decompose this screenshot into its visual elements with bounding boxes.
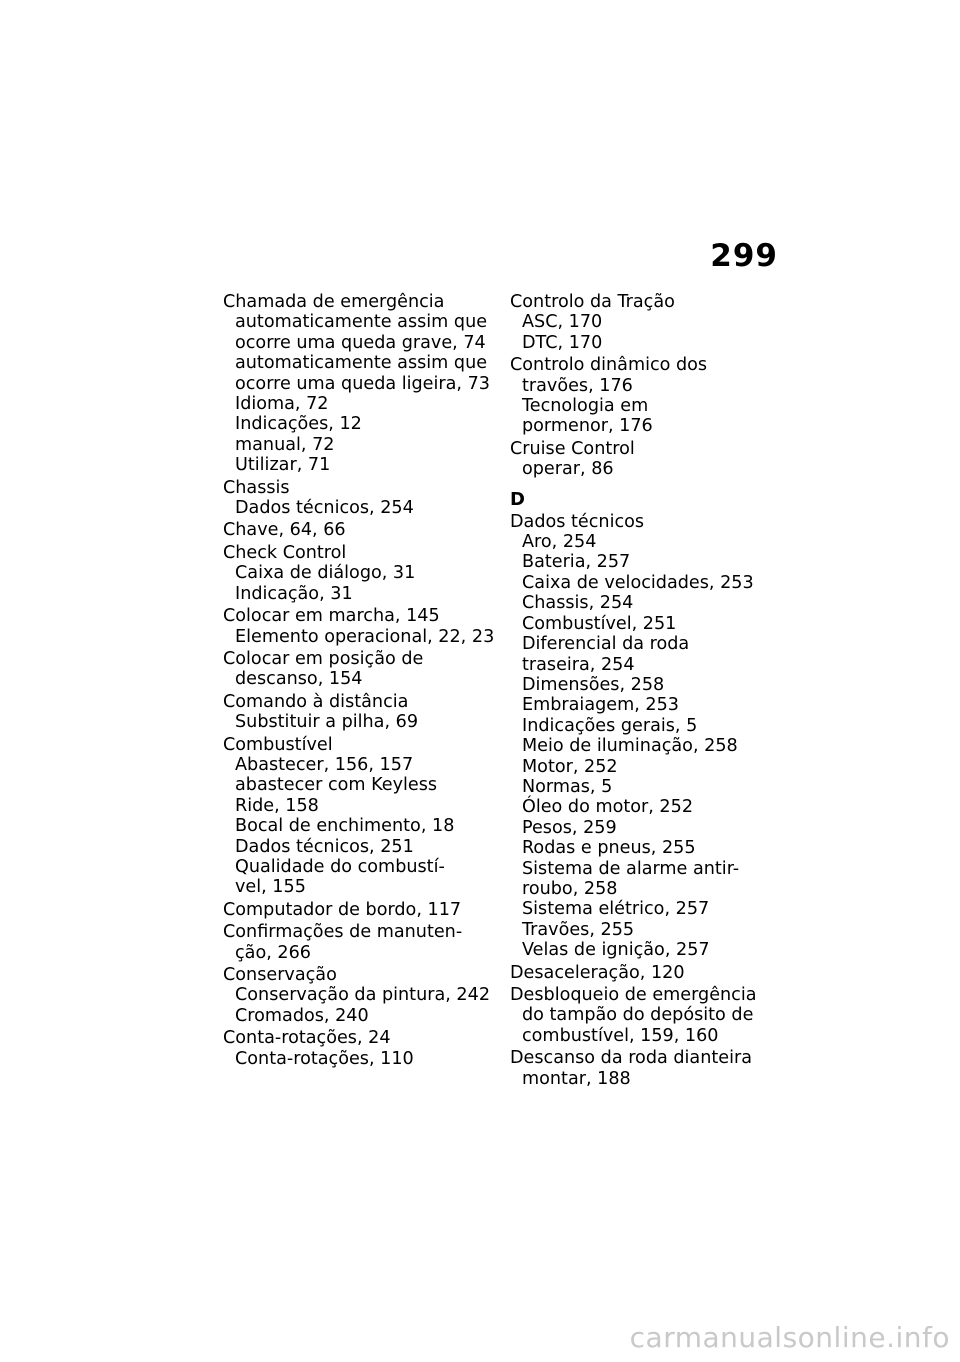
- index-subentry: Meio de iluminação, 258: [522, 736, 738, 757]
- index-subentry: Conservação da pintura, 242: [235, 985, 491, 1006]
- index-column-left: [223, 292, 498, 1069]
- index-entry: Confirmações de manuten-: [223, 922, 463, 943]
- index-entry: Controlo da Tração: [510, 292, 675, 312]
- index-subentry: descanso, 154: [235, 669, 363, 690]
- index-subentry: abastecer com Keyless: [235, 775, 438, 796]
- index-subentry: Motor, 252: [522, 756, 618, 777]
- index-subentry: Rodas e pneus, 255: [522, 838, 696, 859]
- index-subentry: Normas, 5: [522, 776, 613, 797]
- index-subentry: Indicações, 12: [235, 414, 362, 435]
- index-subentry: ocorre uma queda ligeira, 73: [235, 373, 490, 394]
- index-entry: Combustível: [223, 734, 333, 755]
- index-entry: Colocar em posição de: [223, 648, 424, 669]
- index-subentry: combustível, 159, 160: [522, 1025, 719, 1046]
- index-subentry: Velas de ignição, 257: [522, 940, 710, 961]
- index-subentry: Conta-rotações, 110: [235, 1048, 414, 1069]
- index-entry: Colocar em marcha, 145: [223, 606, 440, 627]
- index-subentry: manual, 72: [235, 434, 335, 455]
- index-subentry: Qualidade do combustí-: [235, 856, 445, 877]
- index-subentry: Idioma, 72: [235, 394, 329, 415]
- index-entry: Chamada de emergência: [223, 292, 445, 312]
- index-subentry: Dimensões, 258: [522, 674, 665, 695]
- index-entry: Desaceleração, 120: [510, 962, 685, 983]
- index-entry: Cruise Control: [510, 438, 635, 459]
- index-subentry: travões, 176: [522, 375, 633, 396]
- index-subentry: operar, 86: [522, 459, 614, 480]
- index-subentry: Cromados, 240: [235, 1005, 369, 1026]
- index-subentry: Caixa de velocidades, 253: [522, 572, 754, 593]
- index-subentry: Bateria, 257: [522, 552, 631, 573]
- index-subentry: traseira, 254: [522, 654, 635, 675]
- index-section-letter: D: [510, 488, 525, 510]
- index-subentry: Indicações gerais, 5: [522, 715, 698, 736]
- index-subentry: do tampão do depósito de: [522, 1005, 754, 1026]
- index-subentry: Pesos, 259: [522, 817, 617, 838]
- index-subentry: Elemento operacional, 22, 23: [235, 626, 495, 647]
- page-number: 299: [710, 238, 778, 274]
- index-subentry: Sistema elétrico, 257: [522, 899, 710, 920]
- index-subentry: Combustível, 251: [522, 613, 677, 634]
- index-subentry: Dados técnicos, 251: [235, 836, 414, 857]
- index-entry: Dados técnicos: [510, 511, 645, 532]
- index-subentry: Ride, 158: [235, 795, 319, 816]
- index-subentry: automaticamente assim que: [235, 312, 488, 333]
- index-entry: Conservação: [223, 965, 337, 985]
- index-subentry: Substituir a pilha, 69: [235, 712, 419, 733]
- index-entry: Desbloqueio de emergência: [510, 985, 757, 1005]
- index-subentry: Tecnologia em: [522, 396, 649, 417]
- index-entry: Comando à distância: [223, 691, 409, 712]
- index-subentry: Travões, 255: [522, 919, 635, 940]
- index-entry: Chassis: [223, 477, 290, 498]
- index-subentry: Bocal de enchimento, 18: [235, 816, 455, 837]
- index-entry: Check Control: [223, 542, 347, 563]
- watermark: carmanualsonline.info: [629, 1321, 950, 1354]
- index-subentry: Óleo do motor, 252: [522, 797, 694, 818]
- index-entry: Descanso da roda dianteira: [510, 1048, 752, 1069]
- index-subentry: Abastecer, 156, 157: [235, 754, 414, 775]
- index-subentry: Chassis, 254: [522, 593, 634, 614]
- index-subentry: Embraiagem, 253: [522, 695, 680, 716]
- index-subentry: Utilizar, 71: [235, 455, 331, 476]
- index-subentry: ocorre uma queda grave, 74: [235, 332, 486, 353]
- index-entry: Chave, 64, 66: [223, 520, 346, 541]
- index-subentry: ção, 266: [235, 942, 311, 963]
- index-subentry: ASC, 170: [522, 312, 603, 333]
- index-subentry: Diferencial da roda: [522, 634, 690, 655]
- index-subentry: Indicação, 31: [235, 583, 353, 604]
- index-subentry: roubo, 258: [522, 878, 618, 899]
- index-subentry: Aro, 254: [522, 532, 597, 553]
- index-subentry: Dados técnicos, 254: [235, 498, 414, 519]
- index-subentry: automaticamente assim que: [235, 353, 488, 374]
- index-entry: Conta-rotações, 24: [223, 1028, 391, 1049]
- index-subentry: vel, 155: [235, 877, 306, 898]
- index-subentry: pormenor, 176: [522, 416, 653, 437]
- index-entry: Controlo dinâmico dos: [510, 355, 708, 376]
- index-entry: Computador de bordo, 117: [223, 899, 462, 920]
- index-subentry: Caixa de diálogo, 31: [235, 563, 416, 584]
- index-subentry: DTC, 170: [522, 332, 603, 353]
- index-column-right: [510, 292, 770, 1089]
- index-subentry: montar, 188: [522, 1068, 631, 1089]
- index-subentry: Sistema de alarme antir-: [522, 858, 740, 879]
